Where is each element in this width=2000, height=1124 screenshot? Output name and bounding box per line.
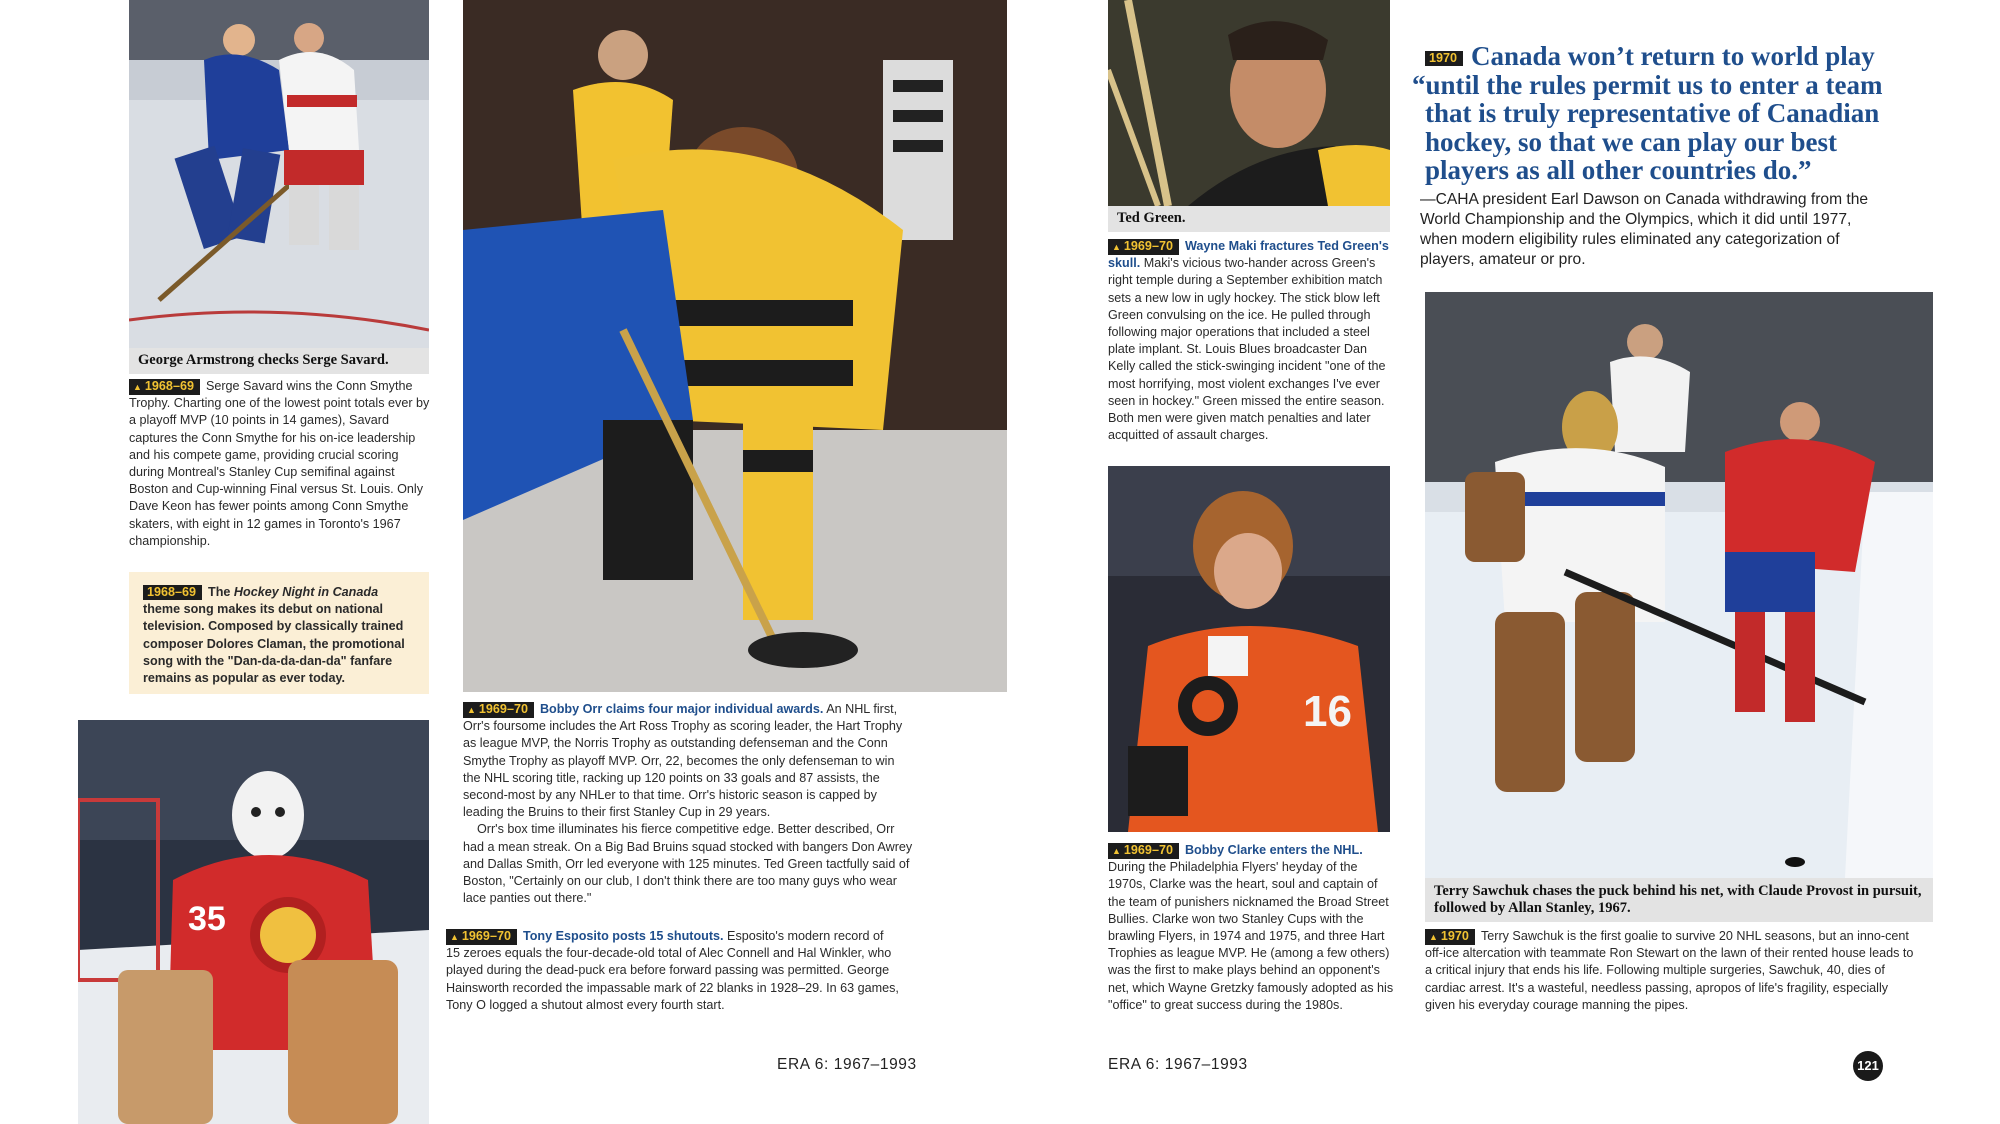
entry-maki-fractures-green: ▲ 1969–70 Wayne Maki fractures Ted Green's skull. Maki's vicious two-hander across Green's right temple during a September exhibition match sets a new low in ugly hockey. The stick blow left Green convulsing on the ice. He pulled through following major operations that included a steel plate implant. St. Louis Blues broadcaster Dan Kelly called the stick-swinging incident "one of the most horrifying, most violent exchanges I've ever seen in hockey." Green missed the entire season. Both men were given match penalties and later acquitted of assault charges. <box>1108 239 1389 443</box>
quote-line: “until the rules permit us to enter a team <box>1412 69 1883 100</box>
entry-sawchuk-death: ▲ 1970 Terry Sawchuk is the first goalie to survive 20 NHL seasons, but an inno-cent off-ice altercation with teammate Ron Stewart on the lawn of their rented house leads to a critical injury that ends his life. Following multiple surgeries, Sawchuk, 40, dies of cardiac arrest. It's a wasteful, needless passing, apropos of life's fragility, especially given his everyday courage manning the pipes. <box>1425 929 1914 1012</box>
quote-attribution: —CAHA president Earl Dawson on Canada withdrawing from the World Championship and the Olympics, which it did until 1977, when modern eligibility rules eliminated any categorization of players, amateur or pro. <box>1420 191 1869 268</box>
footer-era-left: ERA 6: 1967–1993 <box>777 1056 917 1073</box>
photo-ted-green <box>1108 0 1390 206</box>
entry-esposito-shutouts: ▲ 1969–70 Tony Esposito posts 15 shutouts. Esposito's modern record of 15 zeroes equals the four-decade-old total of Alec Connell and Hal Winkler, who played during the dead-puck era before forward passing was permitted. George Hainsworth recorded the impassable mark of 22 blanks in 1928–29. In 63 games, Tony O logged a shutout almost every fourth start. <box>446 929 899 1012</box>
pull-quote <box>1412 42 1912 185</box>
caption-sawchuk: Terry Sawchuk chases the puck behind his net, with Claude Provost in pursuit, followed by Allan Stanley, 1967. <box>1425 878 1933 922</box>
era-tag: 1968–69 <box>143 585 202 600</box>
era-tag: ▲ 1969–70 <box>446 929 517 945</box>
caption-ted-green: Ted Green. <box>1108 206 1390 232</box>
era-tag: 1970 <box>1425 51 1463 66</box>
svg-text:35: 35 <box>188 900 226 938</box>
sidebar-hockey-night-theme: 1968–69 The Hockey Night in Canada theme song makes its debut on national television. Composed by classically trained composer Dolores Claman, the promotional song with the "Dan-da-da-dan-da" fanfare remains as popular as ever today. <box>129 572 429 694</box>
page-number-badge: 121 <box>1853 1051 1883 1081</box>
photo-tony-esposito <box>78 720 429 1124</box>
footer-era-right: ERA 6: 1967–1993 <box>1108 1056 1248 1073</box>
entry-clarke-enters: ▲ 1969–70 Bobby Clarke enters the NHL. During the Philadelphia Flyers' heyday of the 1970s, Clarke was the heart, soul and captain of the team of punishers nicknamed the Broad Street Bullies. Clarke won two Stanley Cups with the brawling Flyers, in 1974 and 1975, and three Hart Trophies as league MVP. He (among a few others) was the first to make plays behind an opponent's net, which Wayne Gretzky famously adopted as his "office" to great success during the 1980s. <box>1108 843 1394 1012</box>
era-tag: ▲ 1969–70 <box>463 702 534 718</box>
photo-armstrong-savard <box>129 0 429 348</box>
svg-text:16: 16 <box>1303 687 1352 736</box>
photo-bobby-clarke <box>1108 466 1390 832</box>
quote-line: 1970 Canada won’t return to world play <box>1412 42 1912 71</box>
quote-line: players as all other countries do.” <box>1425 155 1812 186</box>
entry-savard-conn-smythe: ▲ 1968–69 Serge Savard wins the Conn Smythe Trophy. Charting one of the lowest point totals ever by a playoff MVP (10 points in 14 games), Savard captures the Conn Smythe for his on-ice leadership and his compete game, providing crucial scoring during Montreal's Stanley Cup semifinal against Boston and Cup-winning Final versus St. Louis. Only Dave Keon has fewer points among Conn Smythe skaters, with eight in 12 games in Toronto's 1967 championship. <box>129 379 430 548</box>
photo-bobby-orr <box>463 0 1007 692</box>
era-tag: ▲ 1969–70 <box>1108 239 1179 255</box>
entry-headline: Tony Esposito posts 15 shutouts. <box>522 929 724 943</box>
era-tag: ▲ 1970 <box>1425 929 1475 945</box>
entry-orr-four-awards: ▲ 1969–70 Bobby Orr claims four major individual awards. An NHL first, Orr's foursome includes the Art Ross Trophy as scoring leader, the Hart Trophy as league MVP, the Norris Trophy as outstanding defenseman and the Conn Smythe Trophy as playoff MVP. Orr, 22, becomes the only defenseman to win the NHL scoring title, racking up 120 points on 33 goals and 87 assists, the second-most by any NHLer to that time. Orr's historic season is capped by leading the Bruins to their first Stanley Cup in 29 years. Orr's box time illuminates his fierce competitive edge. Better described, Orr had a mean streak. On a Big Bad Bruins squad stocked with bangers Don Awrey and Dallas Smith, Orr led everyone with 125 minutes. Ted Green tactfully said of Boston, "Certainly on our club, I don't think there are too many guys who wear lace panties out there." <box>463 701 913 907</box>
era-tag: ▲ 1968–69 <box>129 379 200 395</box>
entry-headline: Wayne Maki fractures Ted Green's skull. <box>1108 239 1389 271</box>
entry-paragraph: Orr's box time illuminates his fierce competitive edge. Better described, Orr had a mean streak. On a Big Bad Bruins squad stocked with bangers Don Awrey and Dallas Smith, Orr led everyone with 125 minutes. Ted Green tactfully said of Boston, "Certainly on our club, I don't think there are too many guys who wear lace panties out there." <box>463 822 913 906</box>
caption-savard: George Armstrong checks Serge Savard. <box>129 348 429 374</box>
photo-terry-sawchuk <box>1425 292 1933 878</box>
entry-headline: Bobby Clarke enters the NHL. <box>1184 843 1363 857</box>
quote-line: hockey, so that we can play our best <box>1425 126 1838 157</box>
era-tag: ▲ 1969–70 <box>1108 843 1179 859</box>
quote-line: that is truly representative of Canadian <box>1425 98 1880 129</box>
entry-headline: Bobby Orr claims four major individual awards. <box>539 702 824 716</box>
